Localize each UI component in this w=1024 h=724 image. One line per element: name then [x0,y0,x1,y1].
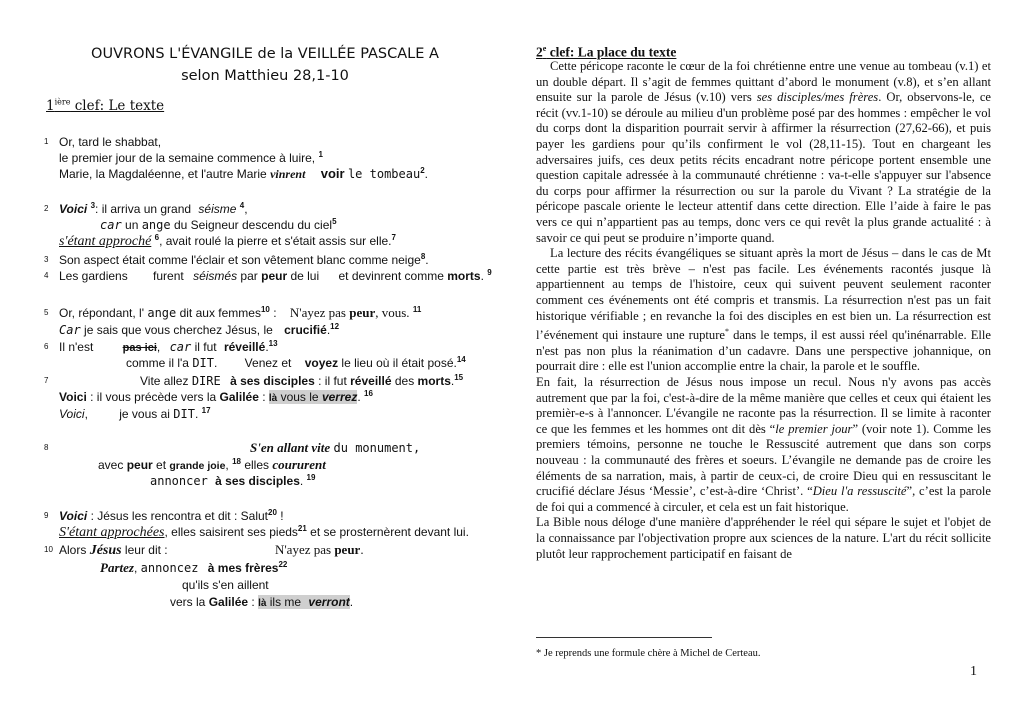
page-number: 1 [970,664,977,679]
verse-text: qu'ils s'en aillent [182,578,269,592]
verse-text: comme il l'a DIT. Venez et voyez le lieu où il était posé.$^{14}$ [126,355,466,370]
paragraph: La Bible nous déloge d'une manière d'appréhender le réel qui sépare le sujet et l'objet de la connaissance par l'objectivation propre aux sciences de la nature. L'art du récit sollicite plutôt leur rapprochement participatif en faisant de [536,515,991,561]
verse-text: Marie, la Magdaléenne, et l'autre Marie vinrent voir le tombeau$^2$. [59,166,428,181]
verse-number: 9 [44,511,49,520]
verse-text: car un ange du Seigneur descendu du ciel$^5$ [100,217,337,232]
section-heading-clef-1: $1^{ière}$ clef: Le texte [46,97,165,114]
verse-text: Voici, je vous ai DIT. $^{17}$ [59,406,211,421]
verse-text: Voici $^3$: il arriva un grand séisme $^4$, [59,201,248,216]
verse-number: 6 [44,342,49,351]
paragraph: La lecture des récits évangéliques se situant après la mort de Jésus – dans le cas de Mt cette partie est très brève – n'est pas facile. Les événements racontés jusque là appartiennent au temps de l'histoire, ceux qui suivent peuvent seulement raconter comment ces événements ont été compris et transmis. La résurrection n'est pas un fait historique vérifiable ; en revanche la foi des disciples en est bien un. La résurrection est l’événement qui instaure une rupture* dans le temps, il est aussi réel qu'inénarrable. Elle n'est pas non plus la réanimation d’un cadavre. Dans une perspective johannique, on pourrait dire : elle est l'union accomplie entre la chair, la parole et le souffle. [536,246,991,374]
verse-text: Or, tard le shabbat, [59,135,162,149]
paragraph: Cette péricope raconte le cœur de la foi chrétienne entre une venue au tombeau (v.1) et un double départ. Il s’agit de femmes quittant d’abord le monument (v.8), et s’en allant ensuite sur la parole de Jésus (v.10) vers ses disciples/mes frères. Or, observons-le, ce récit (vv.1-10) se déroule au milieu d'un problème posé par des hommes : empêcher le vol du corps dont la disparition pourrait servir à affirmer la résurrection (27,62-66), et puis payer les gardiens pour qu’ils confirment le vol (28,11-15). Tout en chargeant les adversaires juifs, ces deux petits récits encadrant notre péricope portent ensemble une question capitale adressée à la communauté chrétienne : va-t-elle s'appuyer sur l'absence du corps pour affirmer la résurrection ou sur la parole du Vivant ? La stratégie de la péricope pascale oriente le lecteur attentif dans cette direction. Elle l’aide à faire le pas vers ce qui n’appartient pas au temps, donc vers ce qui revêt la plus grande actualité : à savoir ce qui peut se produire n’importe quand. [536,59,991,245]
verse-number: 10 [44,545,53,554]
verse-number: 2 [44,204,49,213]
verse-number: 1 [44,137,49,146]
section-heading-clef-2: 2e clef: La place du texte [536,44,677,60]
document-subtitle: selon Matthieu 28,1-10 [181,68,349,84]
verse-text: S'étant approchées, elles saisirent ses pieds$^{21}$ et se prosternèrent devant lui. [59,524,469,540]
verse-text: S'en allant vite du monument, [250,440,421,455]
right-page [512,0,1024,724]
verse-number: 7 [44,376,49,385]
footnote-separator [536,637,712,638]
verse-number: 5 [44,308,49,317]
commentary-body [536,59,991,562]
verse-text: avec peur et grande joie, $^{18}$ elles coururent [98,457,326,472]
verse-text: Les gardiens furent séismés par peur de lui et devinrent comme morts. $^9$ [59,268,492,283]
verse-text: s'étant approché $^6$, avait roulé la pierre et s'était assis sur elle.$^7$ [59,233,396,249]
verse-text: Son aspect était comme l'éclair et son vêtement blanc comme neige$^8$. [59,252,429,267]
verse-number: 8 [44,443,49,452]
verse-text: Vite allez DIRE à ses disciples : il fut réveillé des morts.$^{15}$ [140,373,464,388]
verse-text: vers la Galilée : là ils me verront. [170,595,354,609]
document-title: OUVRONS L'ÉVANGILE de la VEILLÉE PASCALE A [91,46,439,62]
verse-text: Voici : Jésus les rencontra et dit : Salut$^{20}$ ! [59,508,284,523]
verse-text: le premier jour de la semaine commence à luire, $^1$ [59,150,323,165]
verse-text: Or, répondant, l' ange dit aux femmes$^{10}$ : N'ayez pas peur, vous. $^{11}$ [59,305,422,320]
verse-text: Car je sais que vous cherchez Jésus, le crucifié.$^{12}$ [59,322,340,337]
verse-text: Alors Jésus leur dit : N'ayez pas peur. [59,542,364,558]
verse-text: Partez, annoncez à mes frères$^{22}$ [100,560,288,575]
verse-number: 3 [44,255,49,264]
paragraph: En fait, la résurrection de Jésus nous impose un recul. Nous n'y avons pas accès autrement que par la foi, c'est-à-dire de la même manière que celles et ceux qui étaient les premièr-e-s à l'annoncer. L'évangile ne raconte pas la résurrection. Il se limite à raconter ce que les femmes et les hommes ont dit dès “le premier jour” (voir note 1). Comme les premiers témoins, personne ne touche le Ressuscité autrement que dans son corps nouveau : la communauté des frères et soeurs. L’évangile ne demande pas de croire les éléments de sa narration, mais, à partir de ceux-ci, de croire Dieu qui en ressuscitant le crucifié déclare Jésus ‘Messie’, c’est-à-dire ‘Christ’. “Dieu l'a ressuscité”, c’est la parole de foi qui a commencé à circuler, et cela est un fait historique. [536,375,991,514]
verse-text: Voici : il vous précède vers la Galilée : là vous le verrez. $^{16}$ [59,389,373,404]
verse-text: Il n'est pas ici, car il fut réveillé.$^{13}$ [59,339,278,354]
footnote: * Je reprends une formule chère à Michel de Certeau. [536,648,761,659]
verse-text: annoncer à ses disciples. $^{19}$ [150,473,316,488]
verse-number: 4 [44,271,49,280]
